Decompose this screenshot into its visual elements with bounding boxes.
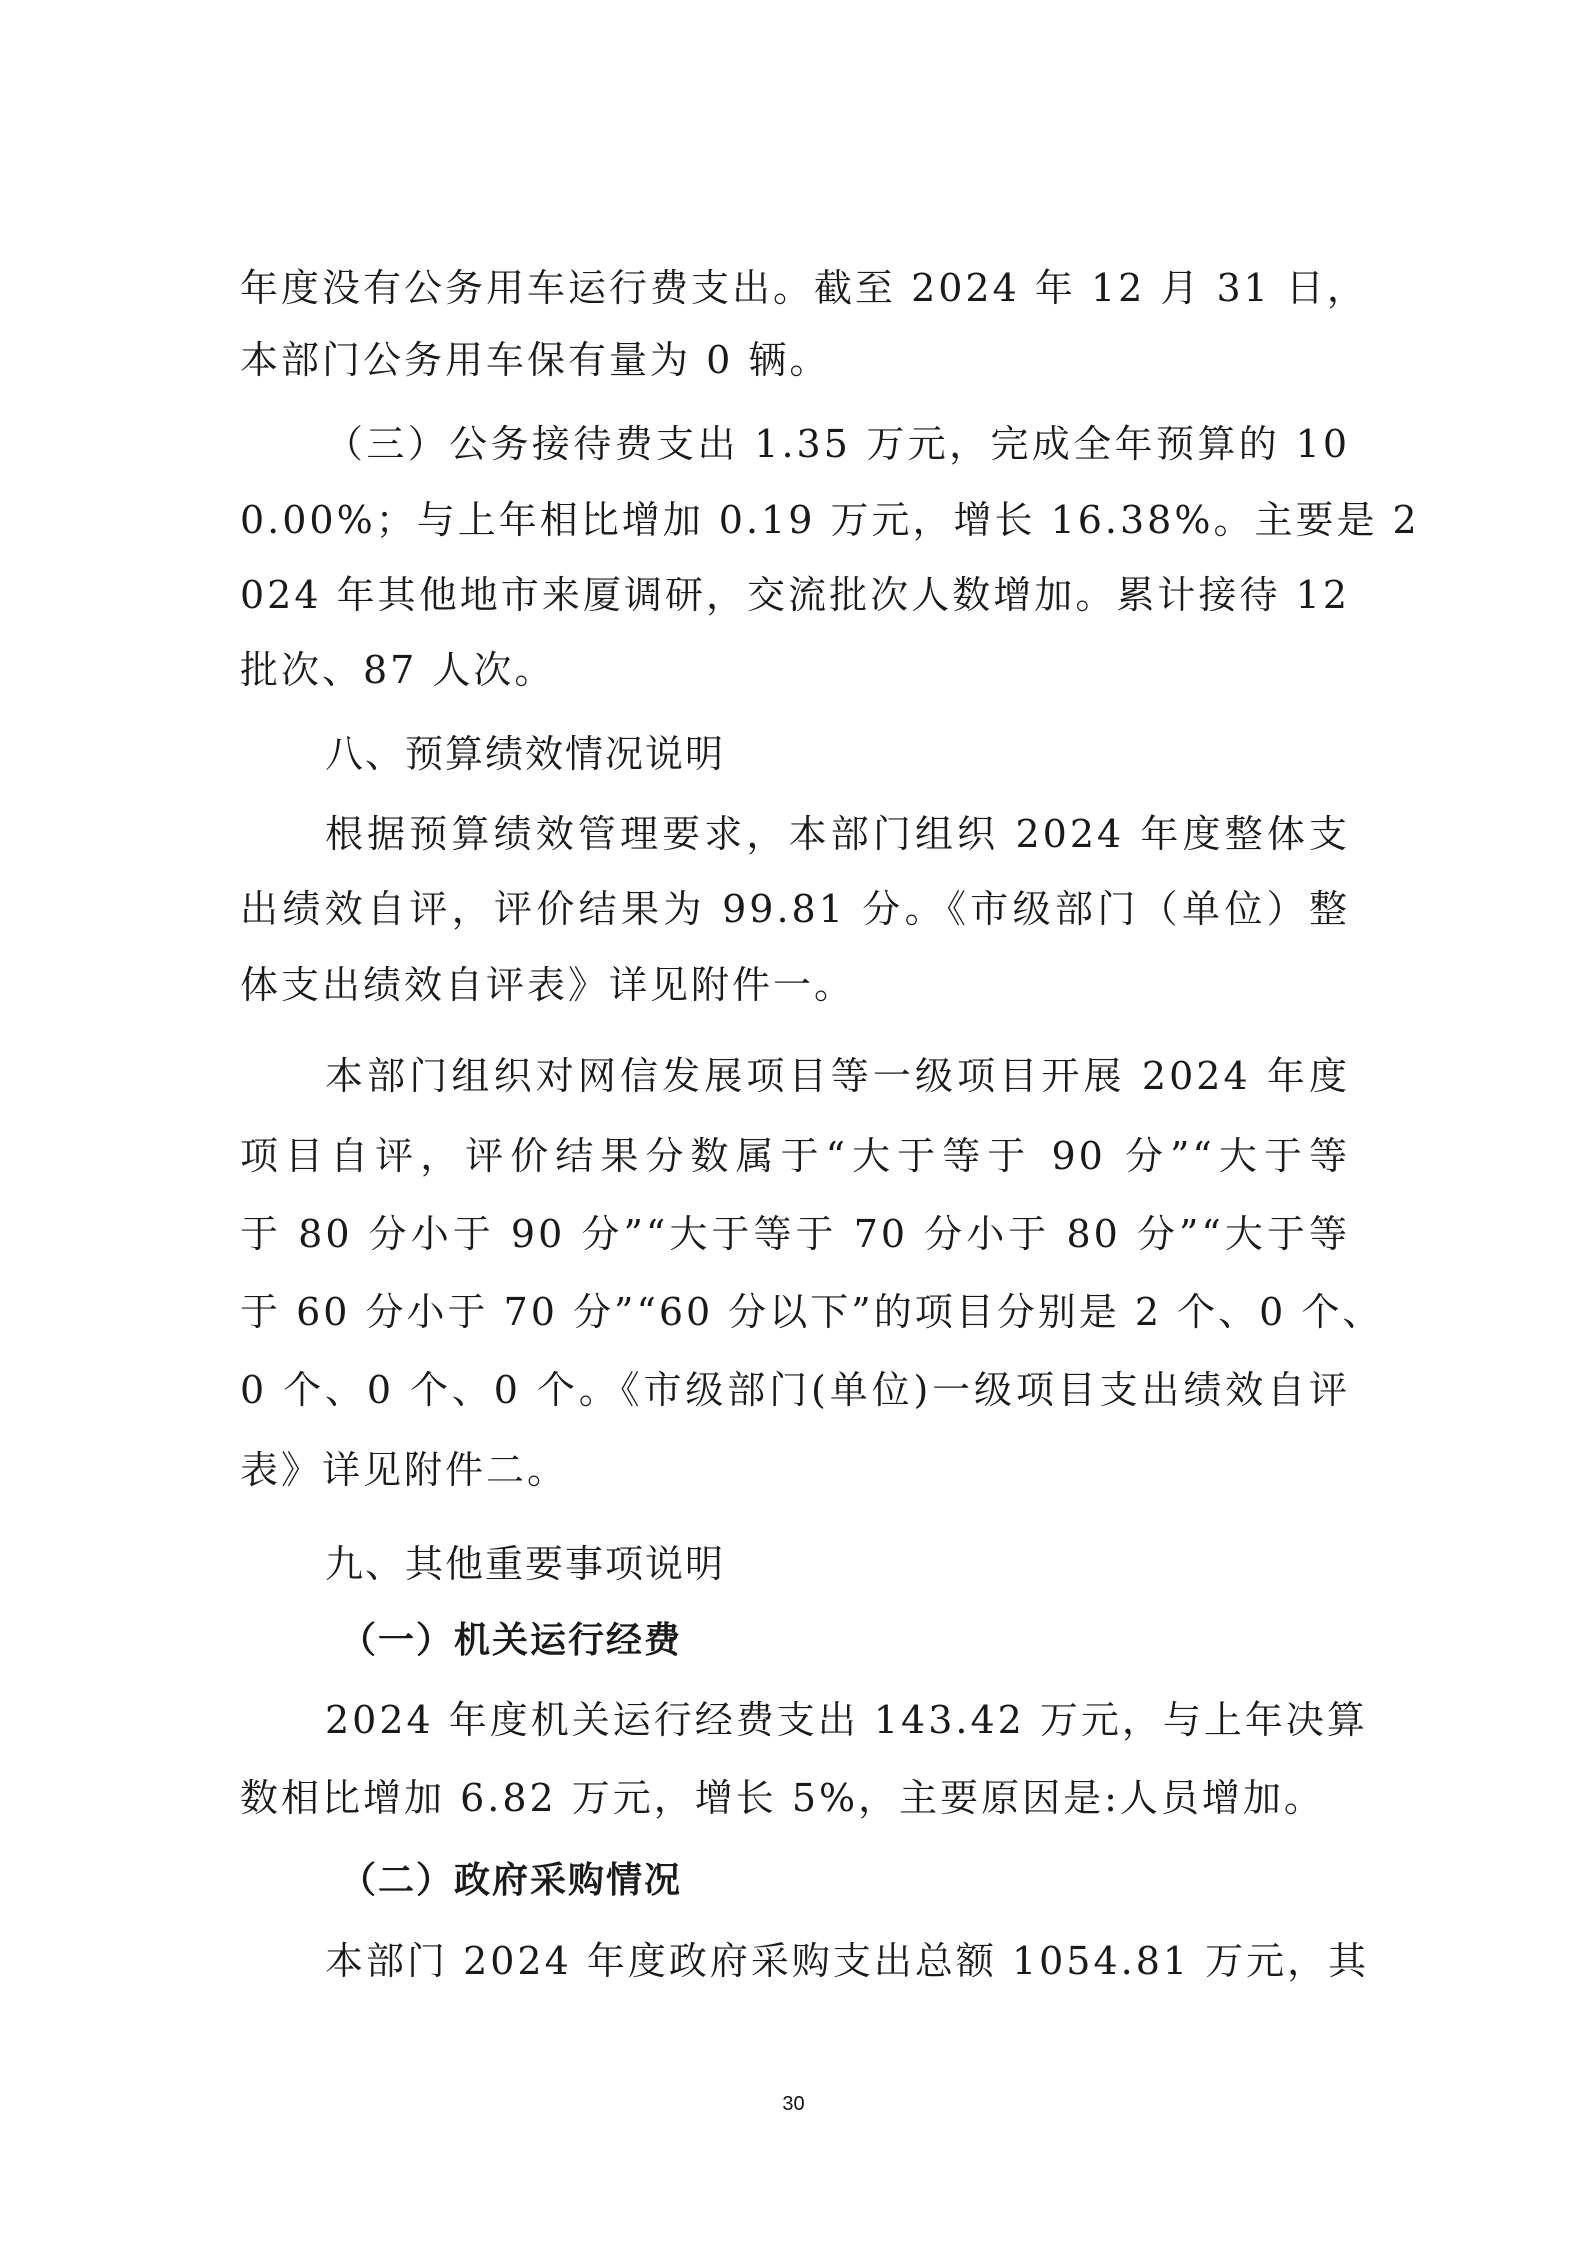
subsection-heading: （一）机关运行经费 [340, 1620, 683, 1661]
paragraph-line: 024 年其他地市来厦调研，交流批次人数增加。累计接待 12 [240, 573, 1350, 617]
subsection-heading: （二）政府采购情况 [340, 1860, 683, 1901]
paragraph-line: 本部门 2024 年度政府采购支出总额 1054.81 万元，其 [325, 1939, 1370, 1983]
paragraph-line: 根据预算绩效管理要求，本部门组织 2024 年度整体支 [325, 812, 1350, 856]
paragraph-line: 本部门组织对网信发展项目等一级项目开展 2024 年度 [325, 1054, 1350, 1098]
paragraph-line: 0.00%；与上年相比增加 0.19 万元，增长 16.38%。主要是 2 [240, 498, 1420, 542]
paragraph-line: 项目自评，评价结果分数属于“大于等于 90 分”“大于等 [240, 1134, 1350, 1178]
paragraph-line: 表》详见附件二。 [240, 1448, 569, 1492]
paragraph-line: 2024 年度机关运行经费支出 143.42 万元，与上年决算 [325, 1698, 1368, 1742]
section-heading: 八、预算绩效情况说明 [325, 732, 726, 776]
paragraph-line: 数相比增加 6.82 万元，增长 5%，主要原因是:人员增加。 [240, 1776, 1325, 1820]
paragraph-line: 年度没有公务用车运行费支出。截至 2024 年 12 月 31 日， [240, 266, 1368, 310]
paragraph-line: 于 60 分小于 70 分”“60 分以下”的项目分别是 2 个、0 个、 [240, 1290, 1384, 1334]
page-number: 30 [782, 2093, 805, 2115]
paragraph-line: （三）公务接待费支出 1.35 万元，完成全年预算的 10 [325, 422, 1350, 466]
paragraph-line: 0 个、0 个、0 个。《市级部门(单位)一级项目支出绩效自评 [240, 1368, 1350, 1412]
paragraph-line: 于 80 分小于 90 分”“大于等于 70 分小于 80 分”“大于等 [240, 1212, 1350, 1256]
paragraph-line: 本部门公务用车保有量为 0 辆。 [240, 338, 831, 382]
paragraph-line: 体支出绩效自评表》详见附件一。 [240, 963, 856, 1007]
paragraph-line: 出绩效自评，评价结果为 99.81 分。《市级部门（单位）整 [240, 887, 1350, 931]
paragraph-line: 批次、87 人次。 [240, 648, 556, 692]
section-heading: 九、其他重要事项说明 [325, 1542, 726, 1586]
